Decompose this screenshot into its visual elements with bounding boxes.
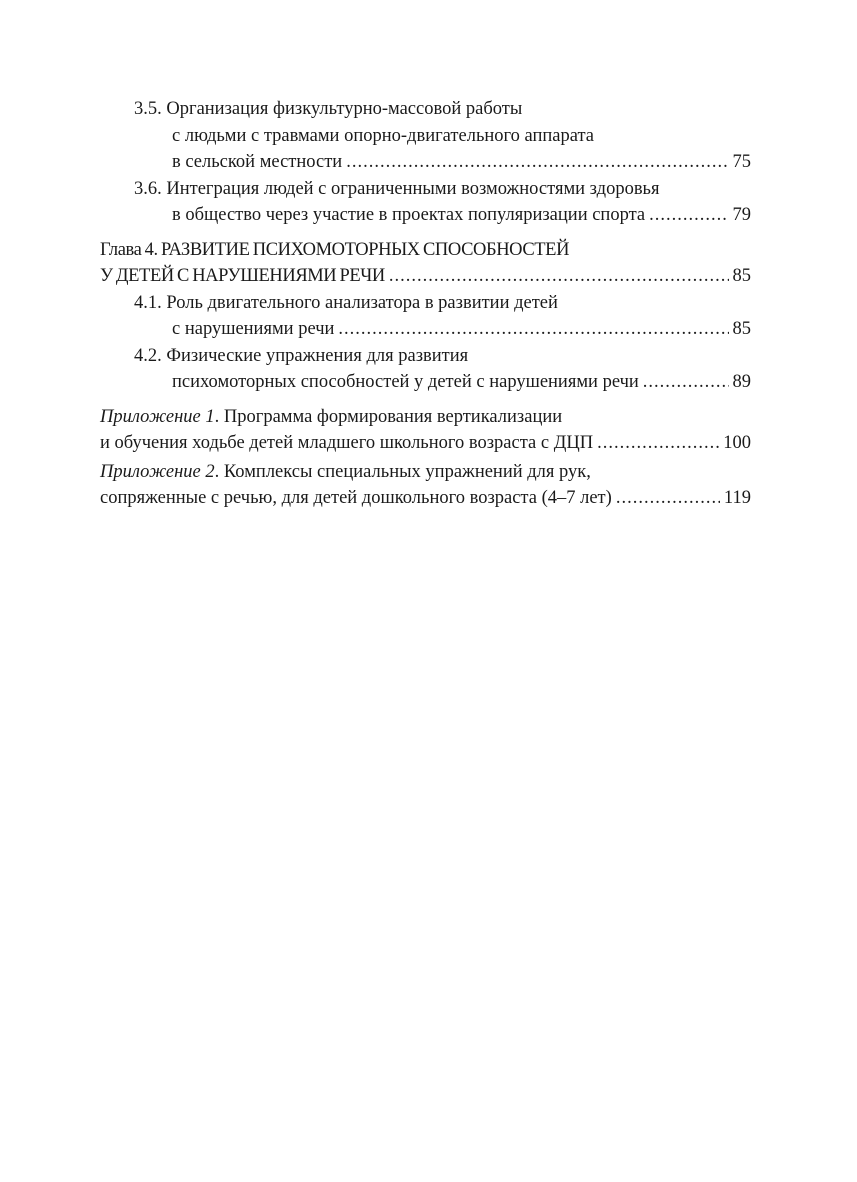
toc-entry-leader-line xyxy=(100,369,751,396)
dot-leader xyxy=(389,263,729,290)
appendix-title xyxy=(100,404,751,431)
dot-leader xyxy=(643,369,729,396)
chapter-title-continued: У ДЕТЕЙ С НАРУШЕНИЯМИ РЕЧИ xyxy=(100,266,385,286)
appendix-title-text: . Программа формирования вертикализации xyxy=(214,406,563,427)
dot-leader xyxy=(346,149,728,176)
appendix-label: Приложение 2 xyxy=(100,461,215,482)
table-of-contents xyxy=(100,96,751,512)
page-number: 75 xyxy=(732,152,751,172)
dot-leader xyxy=(649,202,728,229)
dot-leader xyxy=(616,485,720,512)
dot-leader xyxy=(597,430,719,457)
toc-entry-leader-line xyxy=(100,316,751,343)
page-number: 85 xyxy=(732,266,751,286)
toc-appendix-1[interactable] xyxy=(100,404,751,457)
toc-entry-title: 3.6. Интеграция людей с ограниченными возможностями здоровья xyxy=(134,178,660,199)
toc-entry-title-continued: с людьми с травмами опорно-двигательного аппарата xyxy=(172,125,595,146)
toc-entry-leader-line xyxy=(100,430,751,457)
page-number: 119 xyxy=(723,488,751,508)
toc-entry-3-5[interactable] xyxy=(100,96,751,176)
chapter-title: Глава 4. РАЗВИТИЕ ПСИХОМОТОРНЫХ СПОСОБНОСТЕЙ xyxy=(100,239,570,260)
page-number: 100 xyxy=(723,433,751,453)
toc-entry-4-2[interactable] xyxy=(100,343,751,396)
toc-entry-title: 3.5. Организация физкультурно-массовой работы xyxy=(134,99,523,119)
toc-entry-leader-line xyxy=(100,485,751,512)
toc-entry-title-continued: психомоторных способностей у детей с нарушениями речи xyxy=(172,372,639,392)
appendix-title xyxy=(100,459,751,486)
toc-entry-title: 4.1. Роль двигательного анализатора в развитии детей xyxy=(134,292,558,313)
toc-entry-leader-line xyxy=(100,202,751,229)
toc-entry-title-continued: в сельской местности xyxy=(172,152,343,172)
toc-entry-title-continued: в общество через участие в проектах популяризации спорта xyxy=(172,205,646,225)
toc-entry-title: 4.2. Физические упражнения для развития xyxy=(134,345,469,366)
dot-leader xyxy=(338,316,728,343)
toc-entry-leader-line xyxy=(100,149,751,176)
toc-chapter-4[interactable] xyxy=(100,237,751,290)
appendix-title-continued: сопряженные с речью, для детей дошкольного возраста (4–7 лет) xyxy=(100,488,612,508)
toc-entry-4-1[interactable] xyxy=(100,290,751,343)
page-number: 89 xyxy=(732,372,751,392)
toc-appendix-2[interactable] xyxy=(100,459,751,512)
toc-entry-3-6[interactable] xyxy=(100,176,751,229)
page-number: 79 xyxy=(732,205,751,225)
appendix-title-text: . Комплексы специальных упражнений для рук, xyxy=(214,461,591,482)
appendix-label: Приложение 1 xyxy=(100,406,215,427)
toc-entry-title-continued: с нарушениями речи xyxy=(172,319,335,339)
toc-entry-leader-line xyxy=(100,263,751,290)
appendix-title-continued: и обучения ходьбе детей младшего школьного возраста с ДЦП xyxy=(100,433,594,453)
page-number: 85 xyxy=(732,319,751,339)
